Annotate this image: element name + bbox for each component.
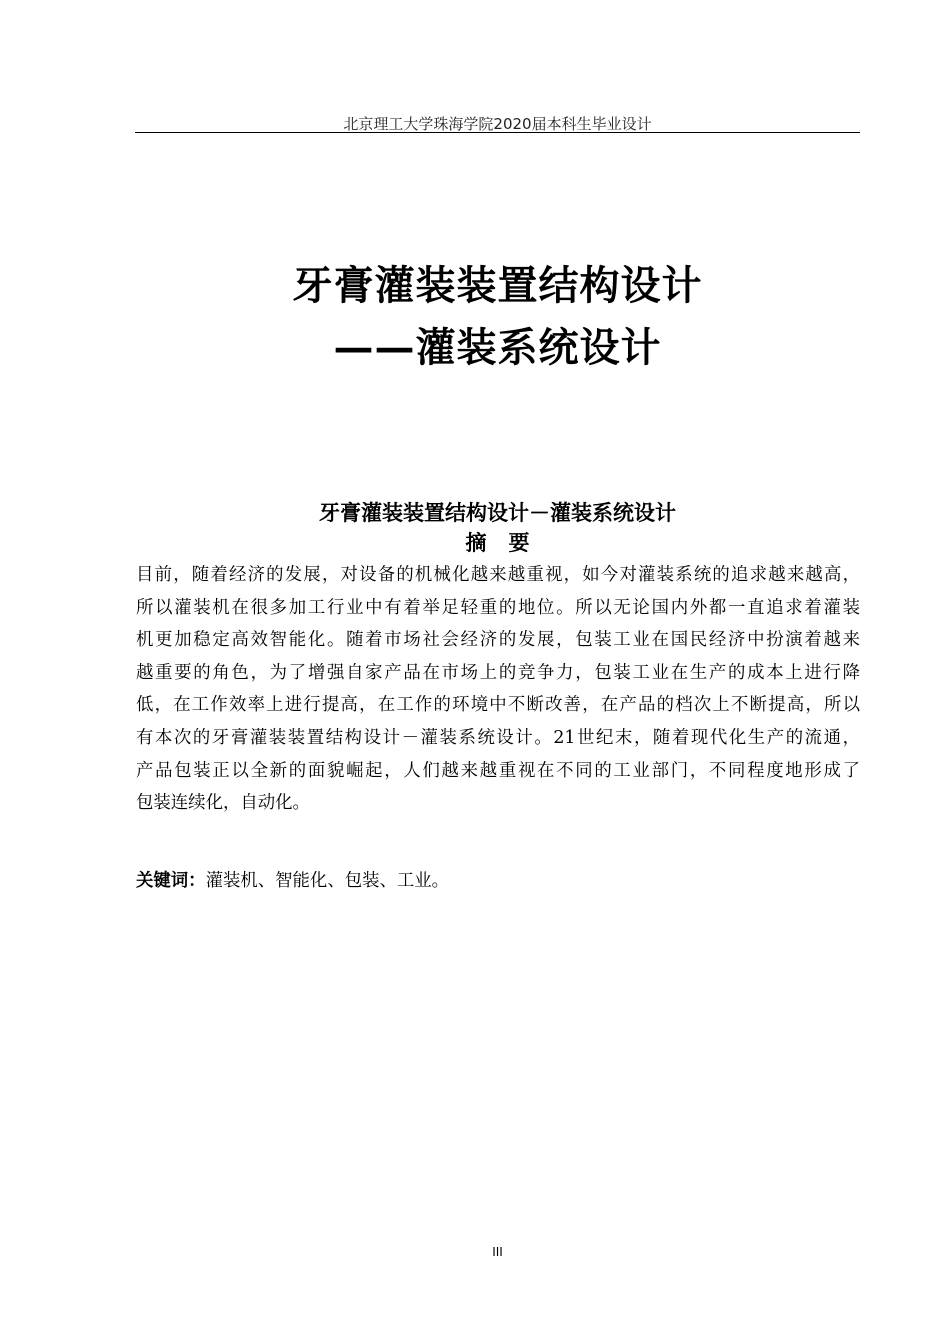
page-header: 北京理工大学珠海学院2020届本科生毕业设计 xyxy=(343,115,652,133)
page-number: III xyxy=(492,1245,503,1259)
abstract-line: 包装连续化，自动化。 xyxy=(136,793,310,814)
abstract-line: 所以灌装机在很多加工行业中有着举足轻重的地位。所以无论国内外都一直追求着灌装 xyxy=(136,597,860,618)
keywords-value: 灌装机、智能化、包装、工业。 xyxy=(205,871,450,891)
thesis-subtitle: ——灌装系统设计 xyxy=(333,324,662,371)
abstract-line: 低，在工作效率上进行提高，在工作的环境中不断改善，在产品的档次上不断提高，所以 xyxy=(136,695,860,716)
abstract-line: 产品包装正以全新的面貌崛起，人们越来越重视在不同的工业部门，不同程度地形成了 xyxy=(136,760,860,781)
abstract-body xyxy=(136,559,860,820)
abstract-title: 牙膏灌装装置结构设计－灌装系统设计 xyxy=(319,500,676,525)
thesis-title: 牙膏灌装装置结构设计 xyxy=(292,262,703,309)
abstract-line: 目前，随着经济的发展，对设备的机械化越来越重视，如今对灌装系统的追求越来越高， xyxy=(136,565,860,585)
abstract-heading: 摘要 xyxy=(465,530,552,555)
abstract-line: 越重要的角色，为了增强自家产品在市场上的竞争力，包装工业在生产的成本上进行降 xyxy=(136,662,860,683)
keywords-label: 关键词： xyxy=(136,871,206,891)
header-divider xyxy=(135,132,860,133)
abstract-line: 有本次的牙膏灌装装置结构设计－灌装系统设计。21世纪末，随着现代化生产的流通， xyxy=(136,727,860,748)
keywords xyxy=(136,866,860,896)
abstract-line: 机更加稳定高效智能化。随着市场社会经济的发展，包装工业在国民经济中扮演着越来 xyxy=(136,630,860,651)
